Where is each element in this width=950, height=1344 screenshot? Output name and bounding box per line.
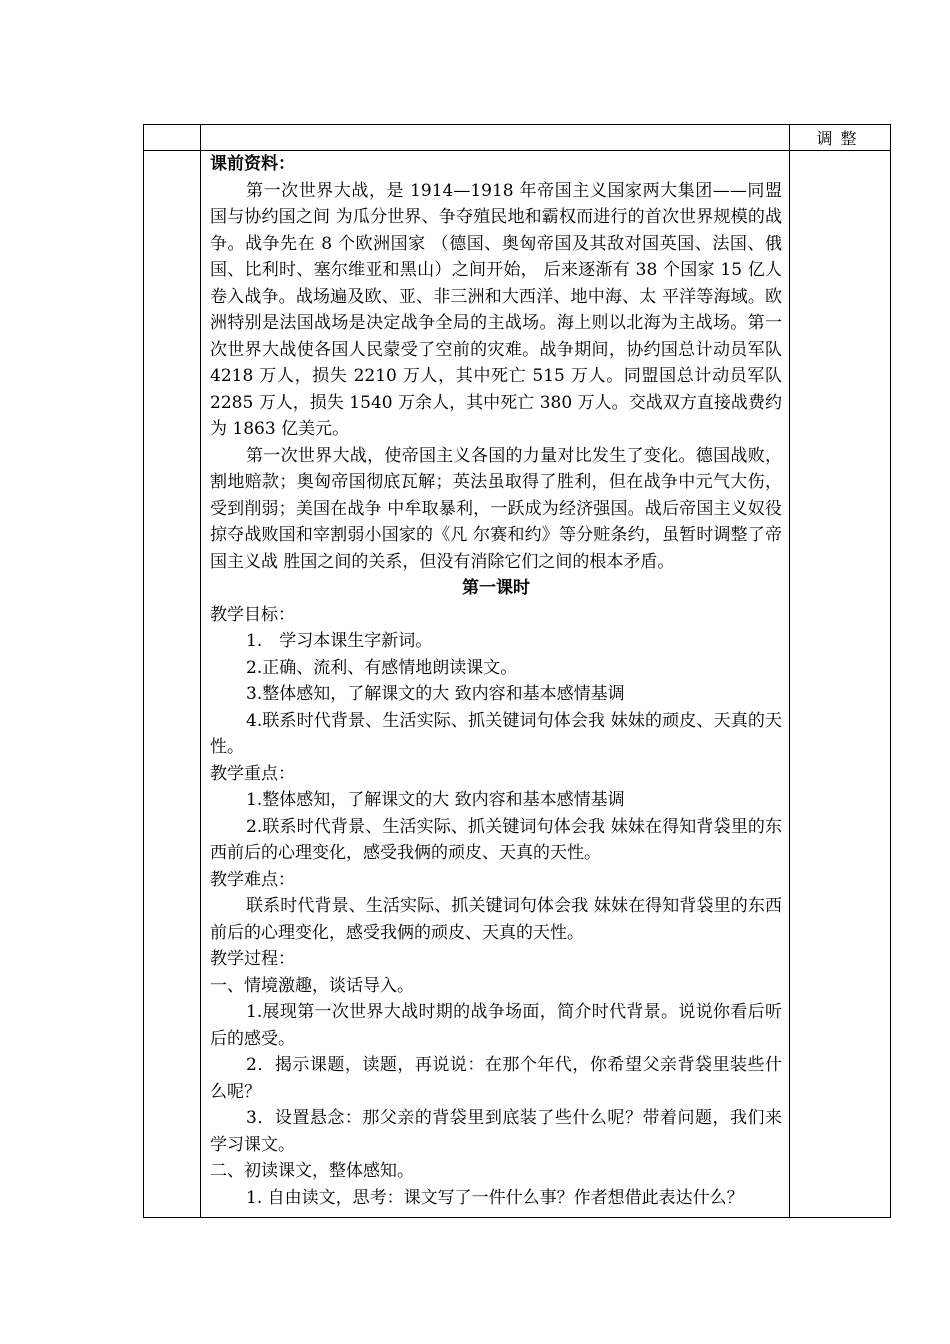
pre-reading-paragraph-2: 第一次世界大战，使帝国主义各国的力量对比发生了变化。德国战败，割地赔款；奥匈帝国彻底瓦解；英法虽取得了胜利，但在战争中元气大伤，受到削弱；美国在战争 中牟取暴利，一跃成为经济强国。战后帝国主义奴役掠夺战败国和宰割弱小国家的《凡 尔赛和约》等分赃条约，虽暂时调整了帝国主义战 胜国之间的关系，但没有消除它们之间的根本矛盾。	[210, 445, 782, 572]
lesson-title: 第一课时	[462, 578, 530, 598]
step-2-item-1: 1. 自由读文，思考：课文写了一件什么事？作者想借此表达什么？	[246, 1187, 744, 1208]
table-column-divider-1	[200, 124, 201, 1218]
step-2-title: 二、初读课文，整体感知。	[210, 1161, 414, 1181]
table-border-top	[143, 124, 891, 125]
adjustment-column-header: 调整	[816, 129, 865, 148]
goals-label: 教学目标：	[210, 604, 295, 625]
table-border-left	[143, 124, 144, 1218]
process-label: 教学过程：	[210, 949, 295, 969]
goal-item-2: 2.正确、流利、有感情地朗读课文。	[246, 657, 518, 678]
focus-item-2: 2.联系时代背景、生活实际、抓关键词句体会我 妹妹在得知背袋里的东西前后的心理变化，感受我俩的顽皮、天真的天性。	[210, 816, 782, 863]
step-1-item-2: 2．揭示课题，读题，再说说：在那个年代，你希望父亲背袋里装些什么呢？	[210, 1055, 782, 1102]
step-1-title: 一、情境激趣，谈话导入。	[210, 975, 414, 996]
table-border-right	[890, 124, 891, 1218]
difficulty-item-1: 联系时代背景、生活实际、抓关键词句体会我 妹妹在得知背袋里的东西前后的心理变化，感受我俩的顽皮、天真的天性。	[210, 896, 782, 943]
table-border-bottom	[143, 1217, 891, 1218]
step-1-item-3: 3．设置悬念：那父亲的背袋里到底装了些什么呢？带着问题，我们来学习课文。	[210, 1108, 782, 1155]
lesson-content	[210, 151, 782, 1211]
goal-item-4: 4.联系时代背景、生活实际、抓关键词句体会我 妹妹的顽皮、天真的天性。	[210, 710, 782, 757]
table-column-divider-2	[789, 124, 790, 1218]
step-1-item-1: 1.展现第一次世界大战时期的战争场面，简介时代背景。说说你看后听后的感受。	[210, 1002, 782, 1049]
difficulty-label: 教学难点：	[210, 869, 295, 890]
pre-reading-paragraph-1: 第一次世界大战，是 1914—1918 年帝国主义国家两大集团——同盟国与协约国之间 为瓜分世界、争夺殖民地和霸权而进行的首次世界规模的战争。战争先在 8 个欧洲国家 （德国、奥匈帝国及其敌对国英国、法国、俄国、比利时、塞尔维亚和黑山）之间开始， 后来逐渐有 38 个国家 15 亿人卷入战争。战场遍及欧、亚、非三洲和大西洋、地中海、太 平洋等海域。欧洲特别是法国战场是决定战争全局的主战场。海上则以北海为主战场。第一次世界大战使各国人民蒙受了空前的灾难。战争期间，协约国总计动员军队 4218 万人，损失 2210 万人，其中死亡 515 万人。同盟国总计动员军队 2285 万人，损失 1540 万余人，其中死亡 380 万人。交战双方直接战费约为 1863 亿美元。	[210, 180, 782, 439]
focus-label: 教学重点：	[210, 763, 295, 784]
focus-item-1: 1.整体感知，了解课文的大 致内容和基本感情基调	[246, 790, 625, 810]
pre-reading-title: 课前资料：	[210, 154, 295, 174]
goal-item-1: 1. 学习本课生字新词。	[246, 631, 433, 651]
goal-item-3: 3.整体感知，了解课文的大 致内容和基本感情基调	[246, 684, 625, 704]
